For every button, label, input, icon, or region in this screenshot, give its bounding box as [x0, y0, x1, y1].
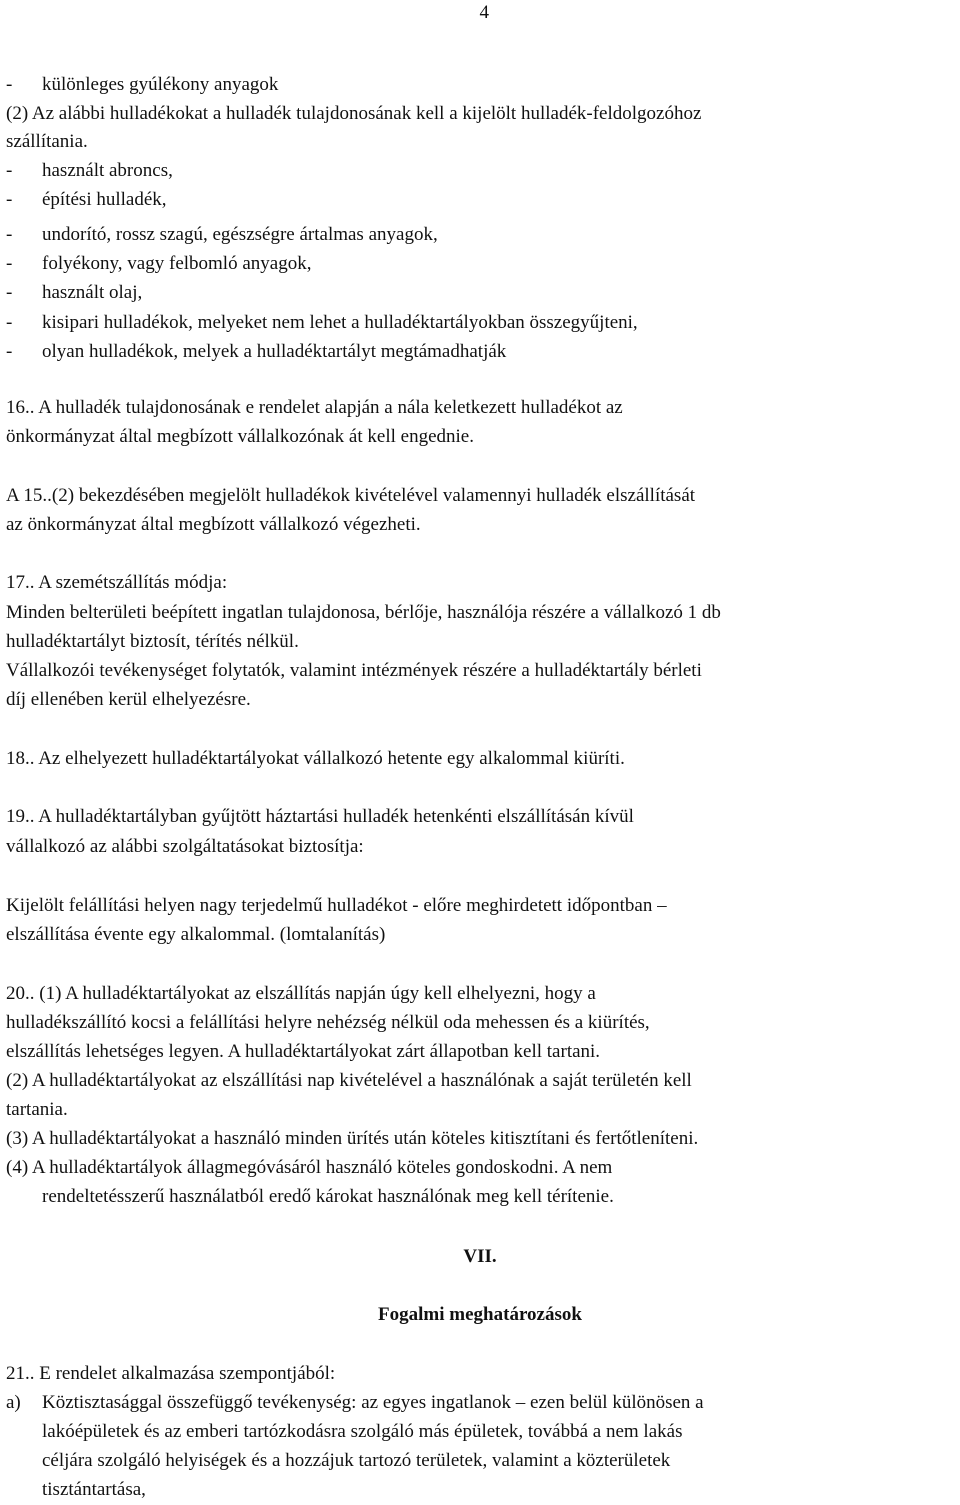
dash-marker: - — [6, 189, 13, 210]
dash-marker: - — [6, 312, 13, 333]
paragraph-line: (2) Az alábbi hulladékokat a hulladék tulajdonosának kell a kijelölt hulladék-feldolgozóhoz — [6, 103, 702, 124]
dash-marker: - — [6, 224, 13, 245]
list-item — [6, 189, 167, 211]
paragraph-line: hulladékszállító kocsi a felállítási helyre nehézség nélkül oda mehessen és a kiürítés, — [6, 1012, 650, 1033]
dash-marker: - — [6, 253, 13, 274]
list-item-text: folyékony, vagy felbomló anyagok, — [42, 253, 312, 274]
paragraph-line: Minden belterületi beépített ingatlan tulajdonosa, bérlője, használója részére a vállalkozó 1 db — [6, 602, 721, 623]
paragraph-line: 18.. Az elhelyezett hulladéktartályokat vállalkozó hetente egy alkalommal kiüríti. — [6, 748, 625, 769]
list-item — [6, 341, 506, 363]
paragraph-line: tisztántartása, — [42, 1479, 146, 1500]
list-item — [6, 253, 311, 275]
paragraph-line: céljára szolgáló helyiségek és a hozzájuk tartozó területek, valamint a közterületek — [42, 1450, 671, 1471]
list-item-text: különleges gyúlékony anyagok — [42, 74, 279, 95]
dash-marker: - — [6, 74, 13, 95]
list-item-text: használt abroncs, — [42, 160, 173, 181]
paragraph-line: (3) A hulladéktartályokat a használó minden ürítés után köteles kitisztítani és fertőtleníteni. — [6, 1128, 699, 1149]
paragraph-line: 16.. A hulladék tulajdonosának e rendelet alapján a nála keletkezett hulladékot az — [6, 397, 623, 418]
paragraph-line: elszállítás lehetséges legyen. A hulladéktartályokat zárt állapotban kell tartani. — [6, 1041, 601, 1062]
list-item-text: Köztisztasággal összefüggő tevékenység: az egyes ingatlanok – ezen belül különösen a — [42, 1392, 704, 1413]
dash-marker: - — [6, 341, 13, 362]
paragraph-line: A 15..(2) bekezdésében megjelölt hulladékok kivételével valamennyi hulladék elszállítását — [6, 485, 696, 506]
paragraph-line: lakóépületek és az emberi tartózkodásra szolgáló más épületek, továbbá a nem lakás — [42, 1421, 683, 1442]
paragraph-line: (2) A hulladéktartályokat az elszállítási nap kivételével a használónak a saját területén kell — [6, 1070, 692, 1091]
section-heading: 17.. A szemétszállítás módja: — [6, 572, 228, 593]
paragraph-line: önkormányzat által megbízott vállalkozónak át kell engednie. — [6, 426, 474, 447]
paragraph-line: tartania. — [6, 1099, 68, 1120]
dash-marker: - — [6, 282, 13, 303]
list-item-text: undorító, rossz szagú, egészségre ártalmas anyagok, — [42, 224, 438, 245]
paragraph-line: 19.. A hulladéktartályban gyűjtött háztartási hulladék hetenkénti elszállításán kívül — [6, 806, 634, 827]
list-item-text: használt olaj, — [42, 282, 143, 303]
list-item-text: olyan hulladékok, melyek a hulladéktartályt megtámadhatják — [42, 341, 507, 362]
list-item — [6, 74, 278, 96]
paragraph-line: Vállalkozói tevékenységet folytatók, valamint intézmények részére a hulladéktartály bérleti — [6, 660, 702, 681]
paragraph-line: elszállítása évente egy alkalommal. (lomtalanítás) — [6, 924, 386, 945]
list-item-text: építési hulladék, — [42, 189, 167, 210]
page-number: 4 — [479, 2, 489, 23]
list-item — [6, 1392, 704, 1414]
paragraph-line: hulladéktartályt biztosít, térítés nélkül. — [6, 631, 299, 652]
paragraph-line: szállítania. — [6, 131, 88, 152]
chapter-number: VII. — [463, 1246, 497, 1267]
list-item — [6, 224, 438, 246]
paragraph-line: díj ellenében kerül elhelyezésre. — [6, 689, 251, 710]
chapter-title: Fogalmi meghatározások — [378, 1304, 582, 1325]
paragraph-line: az önkormányzat által megbízott vállalkozó végezheti. — [6, 514, 421, 535]
list-item — [6, 160, 173, 182]
paragraph-line: vállalkozó az alábbi szolgáltatásokat biztosítja: — [6, 836, 364, 857]
list-item — [6, 312, 638, 334]
list-marker: a) — [6, 1392, 21, 1413]
list-item-text: kisipari hulladékok, melyeket nem lehet a hulladéktartályokban összegyűjteni, — [42, 312, 638, 333]
list-item — [6, 282, 142, 304]
paragraph-line: (4) A hulladéktartályok állagmegóvásáról használó köteles gondoskodni. A nem — [6, 1157, 613, 1178]
paragraph-line: 20.. (1) A hulladéktartályokat az elszállítás napján úgy kell elhelyezni, hogy a — [6, 983, 596, 1004]
paragraph-line: rendeltetésszerű használatból eredő károkat használónak meg kell térítenie. — [42, 1186, 614, 1207]
dash-marker: - — [6, 160, 13, 181]
paragraph-line: 21.. E rendelet alkalmazása szempontjából: — [6, 1363, 336, 1384]
paragraph-line: Kijelölt felállítási helyen nagy terjedelmű hulladékot - előre meghirdetett időpontban – — [6, 895, 667, 916]
